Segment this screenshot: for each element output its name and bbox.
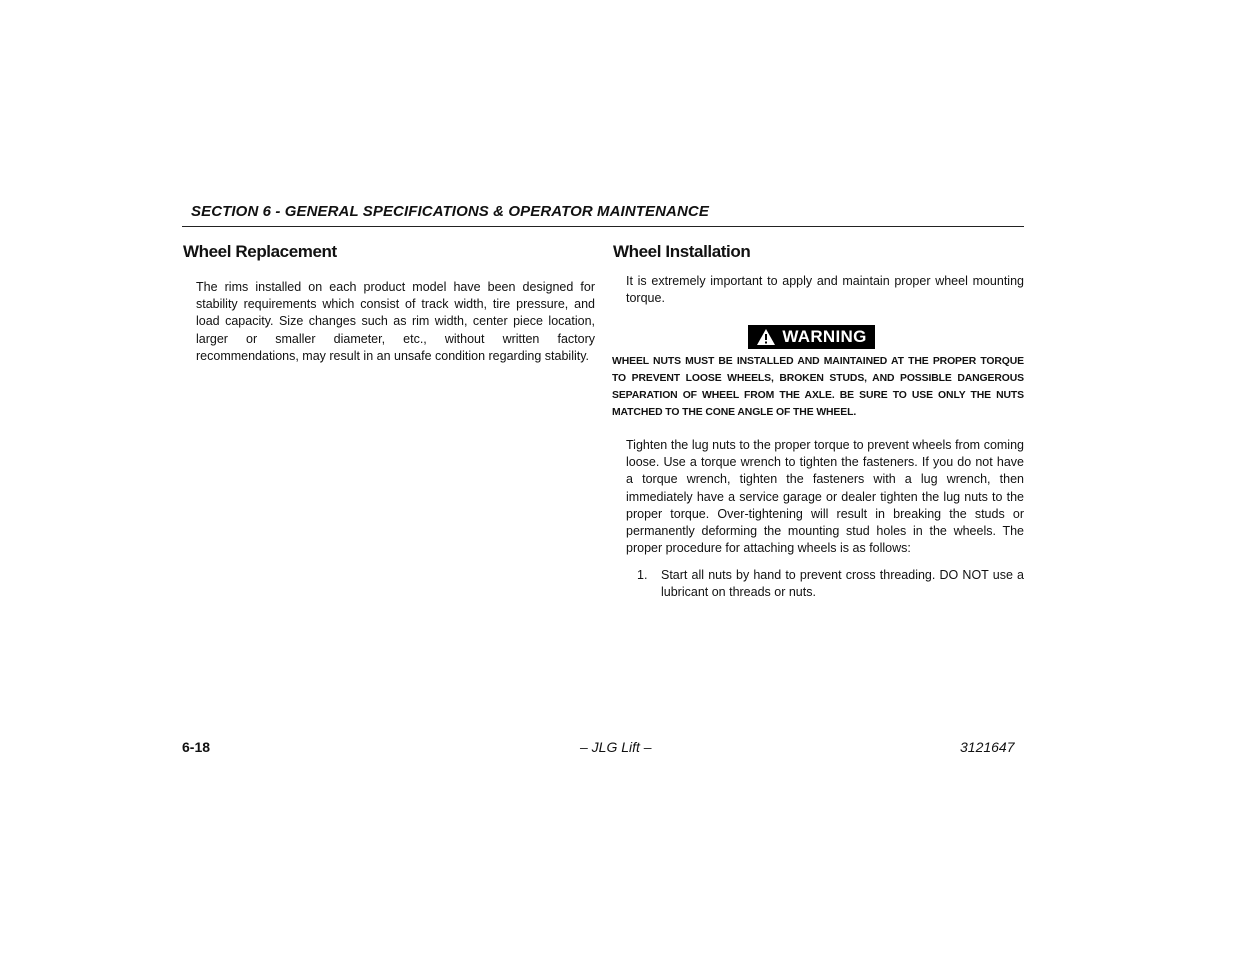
- header-divider: [182, 226, 1024, 227]
- warning-text: WHEEL NUTS MUST BE INSTALLED AND MAINTAINED AT THE PROPER TORQUE TO PREVENT LOOSE WHEELS, BROKEN STUDS, AND POSSIBLE DANGEROUS SEPARATION OF WHEEL FROM THE AXLE. BE SURE TO USE ONLY THE NUTS MATCHED TO THE CONE ANGLE OF THE WHEEL.: [612, 356, 1024, 418]
- wheel-replacement-paragraph: The rims installed on each product model have been designed for stability requirements which consist of track width, tire pressure, and load capacity. Size changes such as rim width, center piece location, larger or smaller diameter, etc., without written factory recommendations, may result in an unsafe condition regarding stability.: [196, 280, 595, 363]
- heading-wheel-installation: Wheel Installation: [613, 242, 751, 261]
- warning-triangle-icon: [756, 328, 776, 346]
- list-item-number: 1.: [637, 568, 648, 582]
- heading-wheel-replacement: Wheel Replacement: [183, 242, 337, 261]
- warning-badge: [748, 325, 875, 349]
- list-item-text: Start all nuts by hand to prevent cross threading. DO NOT use a lubricant on threads or nuts.: [661, 568, 1024, 600]
- warning-label: WARNING: [782, 327, 867, 346]
- document-number: 3121647: [960, 739, 1015, 755]
- list-item: [637, 567, 1024, 601]
- footer-title: – JLG Lift –: [580, 739, 652, 755]
- wheel-installation-body: Tighten the lug nuts to the proper torque to prevent wheels from coming loose. Use a torque wrench to tighten the fasteners. If you do not have a torque wrench, tighten the fasteners with a lug wrench, then immediately have a service garage or dealer tighten the lug nuts to the proper torque. Over-tightening will result in breaking the studs or permanently deforming the mounting stud holes in the wheels. The proper procedure for attaching wheels is as follows:: [626, 438, 1024, 556]
- section-title: SECTION 6 - GENERAL SPECIFICATIONS & OPERATOR MAINTENANCE: [191, 203, 709, 220]
- wheel-installation-intro: It is extremely important to apply and maintain proper wheel mounting torque.: [626, 274, 1024, 306]
- page-number: 6-18: [182, 739, 211, 755]
